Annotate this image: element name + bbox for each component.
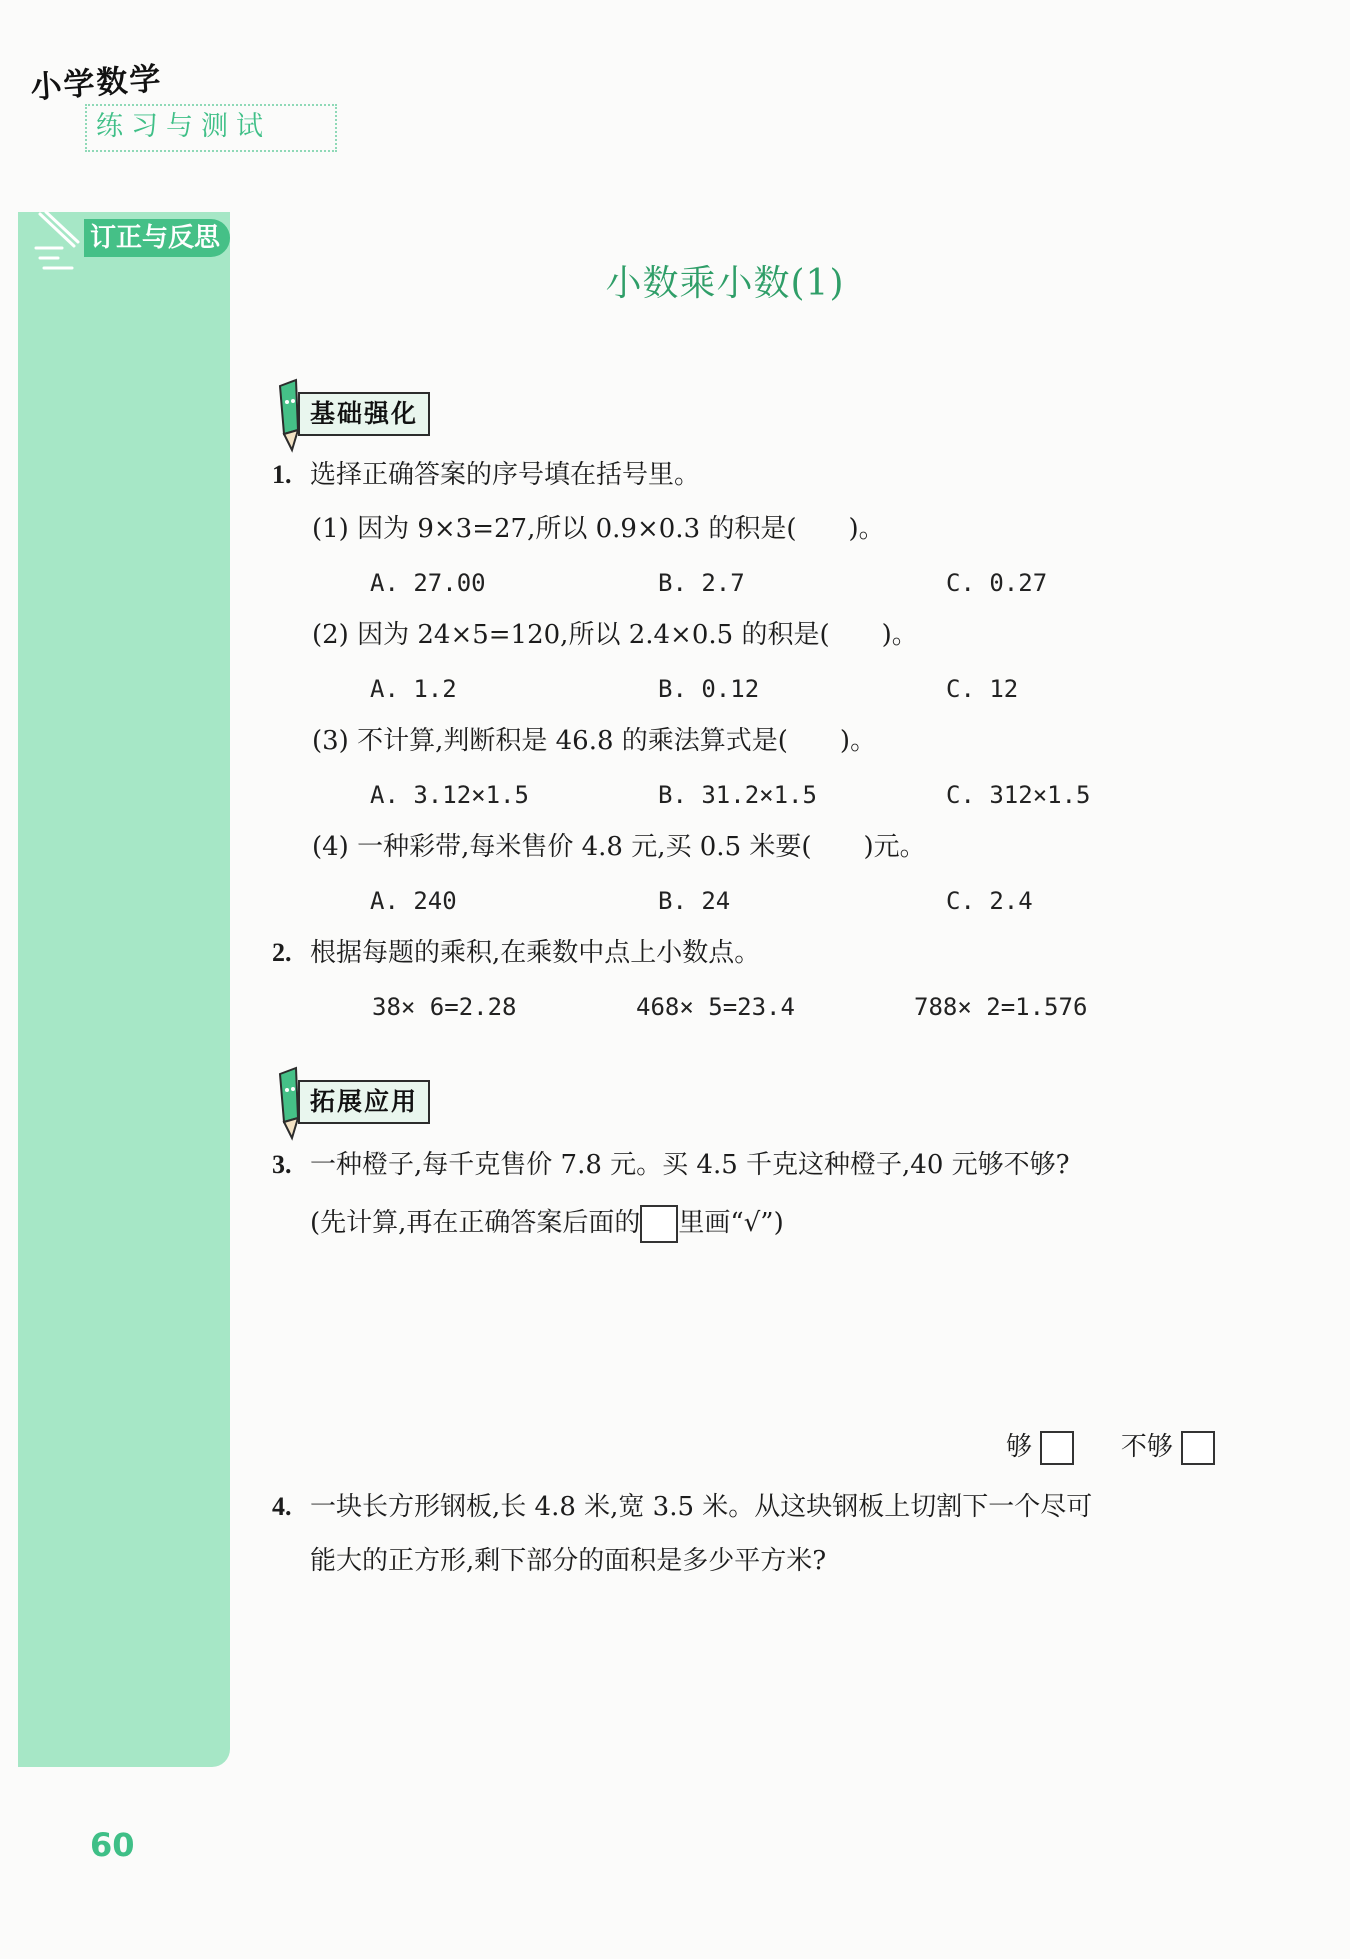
sample-box [640,1205,678,1243]
question-1 [272,458,700,492]
q1-item-3-option-b: B. 31.2×1.5 [658,781,817,809]
q1-item-1-option-a: A. 27.00 [370,569,486,597]
enough-label: 够 [1006,1432,1033,1462]
question-number: 2. [272,938,292,967]
question-2 [272,936,760,970]
question-4 [272,1490,1092,1524]
question-text: 一块长方形钢板,长 4.8 米,宽 3.5 米。从这块钢板上切割下一个尽可 [310,1492,1093,1522]
not-enough-checkbox[interactable] [1181,1431,1215,1465]
q1-item-4-option-b: B. 24 [658,887,731,915]
enough-checkbox[interactable] [1040,1431,1074,1465]
q1-item-4-stem: (4) 一种彩带,每米售价 4.8 元,买 0.5 米要( )元。 [312,832,926,862]
q1-item-1-option-b: B. 2.7 [658,569,745,597]
q2-equation-2: 468× 5=23.4 [636,993,795,1021]
q1-item-3-option-c: C. 312×1.5 [946,781,1091,809]
question-3 [272,1148,1070,1182]
section-extended-title: 拓展应用 [298,1080,430,1124]
brand-sub: 练习与测试 [96,111,271,142]
sidebar-title: 订正与反思 [84,219,230,257]
q2-equation-1: 38× 6=2.28 [372,993,517,1021]
question-text: 一种橙子,每千克售价 7.8 元。买 4.5 千克这种橙子,40 元够不够? [310,1150,1070,1180]
question-4-line-2: 能大的正方形,剩下部分的面积是多少平方米? [310,1546,827,1576]
question-number: 3. [272,1150,292,1179]
instruction-text: (先计算,再在正确答案后面的 [310,1208,641,1238]
q3-answer-options [1006,1430,1215,1465]
section-basic-title: 基础强化 [298,392,430,436]
question-number: 4. [272,1492,292,1521]
brand-main: 小学数学 [29,60,164,107]
q1-item-3-option-a: A. 3.12×1.5 [370,781,529,809]
q1-item-4-option-c: C. 2.4 [946,887,1033,915]
question-3-instruction [310,1205,784,1243]
q1-item-3-stem: (3) 不计算,判断积是 46.8 的乘法算式是( )。 [312,726,877,756]
q1-item-2-option-a: A. 1.2 [370,675,457,703]
instruction-text: 里画“√”) [678,1208,784,1238]
page-number: 60 [90,1826,135,1864]
lesson-title: 小数乘小数(1) [605,263,845,304]
q1-item-1-stem: (1) 因为 9×3=27,所以 0.9×0.3 的积是( )。 [312,514,885,544]
q1-item-4-option-a: A. 240 [370,887,457,915]
question-number: 1. [272,460,292,489]
q1-item-2-option-b: B. 0.12 [658,675,760,703]
q1-item-2-option-c: C. 12 [946,675,1019,703]
q1-item-1-option-c: C. 0.27 [946,569,1048,597]
question-prompt: 根据每题的乘积,在乘数中点上小数点。 [310,938,761,968]
correction-sidebar [18,212,230,1767]
question-prompt: 选择正确答案的序号填在括号里。 [310,460,701,490]
not-enough-label: 不够 [1120,1432,1173,1462]
q1-item-2-stem: (2) 因为 24×5=120,所以 2.4×0.5 的积是( )。 [312,620,918,650]
q2-equation-3: 788× 2=1.576 [914,993,1088,1021]
